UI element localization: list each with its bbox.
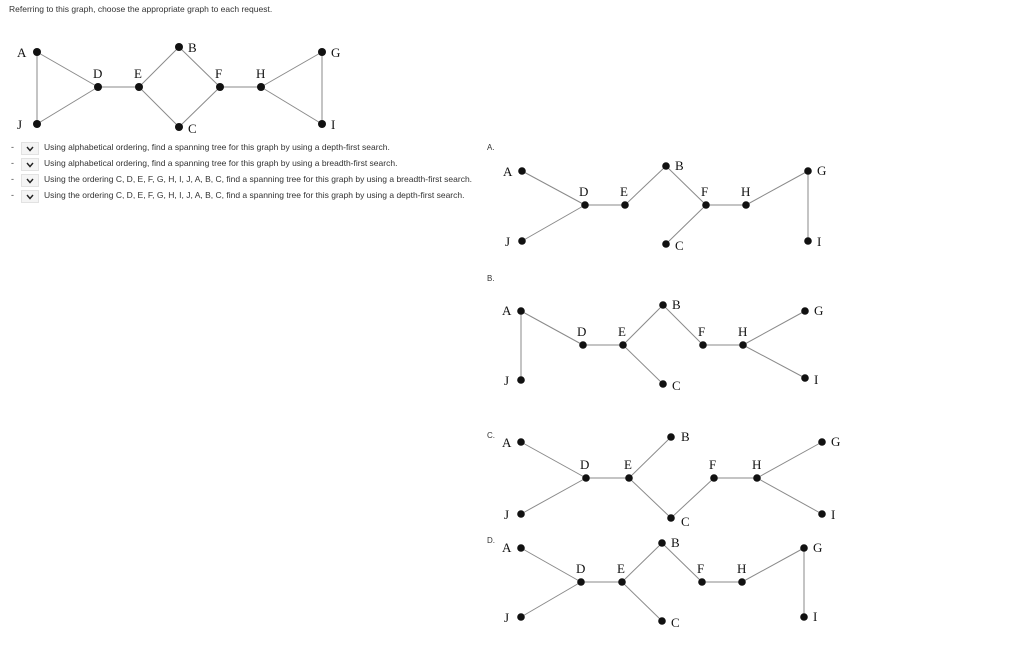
svg-text:G: G (831, 434, 841, 449)
svg-text:E: E (617, 561, 625, 576)
svg-text:I: I (813, 609, 818, 624)
label-c: C (188, 121, 197, 136)
svg-text:I: I (814, 372, 819, 387)
option-b-graph (502, 297, 823, 393)
label-g: G (331, 45, 341, 60)
svg-text:E: E (624, 457, 632, 472)
question-text: Using alphabetical ordering, find a spanning tree for this graph by using a depth-first search. (44, 142, 390, 152)
svg-text:A: A (502, 540, 512, 555)
svg-text:B: B (675, 158, 684, 173)
svg-text:J: J (504, 507, 510, 522)
svg-text:C: C (671, 615, 680, 630)
option-a-graph (503, 158, 826, 253)
svg-text:F: F (698, 324, 706, 339)
label-e: E (134, 66, 142, 81)
svg-text:F: F (697, 561, 705, 576)
option-letter-a: A. (487, 143, 495, 152)
option-letter-b: B. (487, 274, 495, 283)
label-a: A (17, 45, 27, 60)
svg-text:F: F (701, 184, 709, 199)
label-h: H (256, 66, 266, 81)
svg-text:F: F (709, 457, 717, 472)
answer-slot: - (11, 174, 14, 184)
svg-text:D: D (580, 457, 590, 472)
option-d-graph (502, 535, 822, 630)
answer-slot: - (11, 190, 14, 200)
svg-text:D: D (579, 184, 589, 199)
svg-text:G: G (817, 163, 827, 178)
svg-text:E: E (620, 184, 628, 199)
answer-slot: - (11, 142, 14, 152)
label-b: B (188, 40, 197, 55)
svg-text:G: G (814, 303, 824, 318)
svg-text:B: B (672, 297, 681, 312)
prompt-text: Referring to this graph, choose the appropriate graph to each request. (9, 4, 273, 14)
label-f: F (215, 66, 223, 81)
svg-text:G: G (813, 540, 823, 555)
question-text: Using alphabetical ordering, find a spanning tree for this graph by using a breadth-first search. (44, 158, 398, 168)
svg-text:J: J (505, 234, 511, 249)
svg-text:I: I (831, 507, 836, 522)
option-letter-c: C. (487, 431, 495, 440)
answer-slot: - (11, 158, 14, 168)
question-text: Using the ordering C, D, E, F, G, H, I, J, A, B, C, find a spanning tree for this graph by using a breadth-first search. (44, 174, 473, 184)
label-j: J (17, 117, 23, 132)
svg-text:C: C (681, 514, 690, 529)
option-letter-d: D. (487, 536, 495, 545)
svg-text:H: H (752, 457, 762, 472)
svg-text:A: A (502, 303, 512, 318)
label-d: D (93, 66, 103, 81)
svg-text:D: D (577, 324, 587, 339)
svg-text:D: D (576, 561, 586, 576)
svg-text:J: J (504, 373, 510, 388)
svg-text:J: J (504, 610, 510, 625)
svg-text:A: A (503, 164, 513, 179)
question-text: Using the ordering C, D, E, F, G, H, I, J, A, B, C, find a spanning tree for this graph by using a depth-first search. (44, 190, 465, 200)
option-c-graph (502, 429, 840, 529)
svg-text:H: H (741, 184, 751, 199)
svg-text:C: C (672, 378, 681, 393)
svg-text:B: B (671, 535, 680, 550)
svg-text:E: E (618, 324, 626, 339)
svg-text:H: H (737, 561, 747, 576)
svg-text:C: C (675, 238, 684, 253)
svg-text:A: A (502, 435, 512, 450)
svg-text:B: B (681, 429, 690, 444)
svg-text:I: I (817, 234, 822, 249)
svg-text:H: H (738, 324, 748, 339)
label-i: I (331, 117, 336, 132)
